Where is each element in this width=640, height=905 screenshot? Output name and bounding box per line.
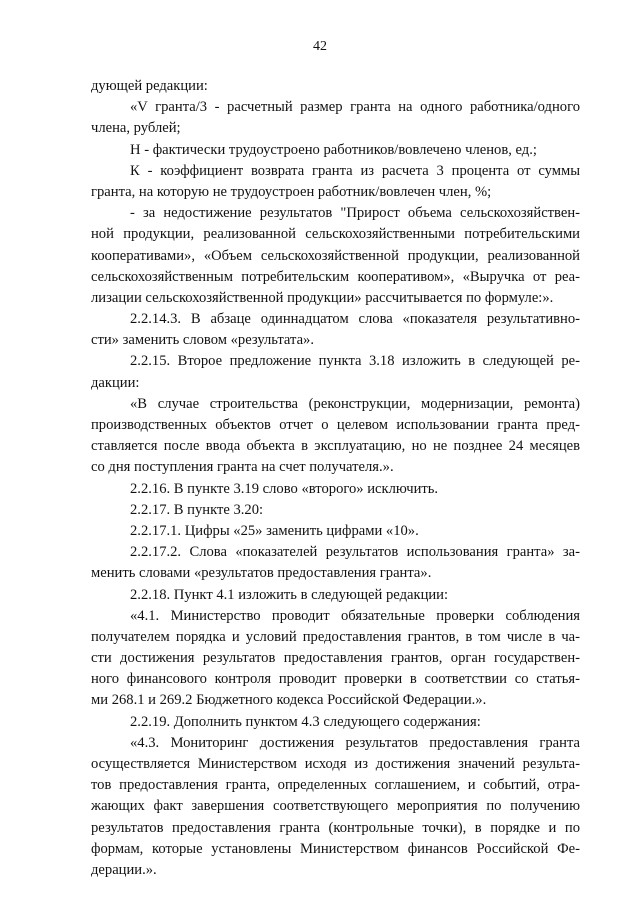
text-line: лизации сельскохозяйственной продукции» рассчитывается по формуле:». (91, 289, 554, 306)
text-line: «V гранта/3 - расчетный размер гранта на одного работника/одного (130, 99, 580, 116)
text-line: 2.2.16. В пункте 3.19 слово «второго» исключить. (130, 480, 439, 497)
text-line: 2.2.18. Пункт 4.1 изложить в следующей редакции: (130, 586, 449, 603)
text-line: «В случае строительства (реконструкции, модернизации, ремонта) (130, 395, 580, 412)
text-line: жающих факт завершения соответствующего мероприятия по получению (91, 798, 580, 815)
text-line: формам, которые установлены Министерством финансов Российской Фе- (91, 840, 580, 857)
text-line: ного финансового контроля проводит проверки в соответствии со статья- (91, 671, 580, 688)
text-line: дакции: (91, 374, 140, 391)
text-line: ми 268.1 и 269.2 Бюджетного кодекса Российской Федерации.». (91, 692, 487, 709)
text-line: «4.1. Министерство проводит обязательные проверки соблюдения (130, 607, 580, 624)
text-line: со дня поступления гранта на счет получателя.». (91, 459, 394, 476)
text-line: сельскохозяйственным потребительским кооперативом», «Выручка от реа- (91, 268, 580, 285)
text-line: 2.2.17.1. Цифры «25» заменить цифрами «10». (130, 522, 419, 539)
text-line: ставляется после ввода объекта в эксплуатацию, но не позднее 24 месяцев (91, 438, 580, 455)
text-line: дерации.». (91, 861, 157, 878)
text-line: члена, рублей; (91, 120, 181, 137)
text-line: 2.2.19. Дополнить пунктом 4.3 следующего содержания: (130, 713, 481, 730)
text-line: осуществляется Министерством исходя из достижения значений результа- (91, 756, 580, 772)
text-line: 2.2.15. Второе предложение пункта 3.18 изложить в следующей ре- (130, 353, 580, 370)
text-line: - за недостижение результатов "Прирост объема сельскохозяйствен- (130, 205, 580, 222)
document-body (91, 76, 580, 881)
text-line: производственных объектов отчет о целевом использовании гранта пред- (91, 417, 580, 433)
text-line: сти достижения результатов предоставления грантов, орган государствен- (91, 650, 580, 667)
text-line: тов предоставления гранта, определенных соглашением, и событий, отра- (91, 777, 580, 794)
text-line: ной продукции, реализованной сельскохозяйственными потребительскими (91, 226, 580, 243)
page-number: 42 (313, 39, 327, 54)
text-line: результатов предоставления гранта (контрольные точки), в порядке и по (91, 819, 580, 836)
text-line: 2.2.14.3. В абзаце одиннадцатом слова «показателя результативно- (130, 311, 580, 328)
text-line: кооперативами», «Объем сельскохозяйственной продукции, реализованной (91, 247, 580, 264)
text-line: дующей редакции: (91, 78, 208, 94)
text-line: сти» заменить словом «результата». (91, 332, 314, 349)
text-line: Н - фактически трудоустроено работников/вовлечено членов, ед.; (130, 141, 537, 158)
text-line: К - коэффициент возврата гранта из расчета 3 процента от суммы (130, 162, 580, 179)
text-line: 2.2.17. В пункте 3.20: (130, 501, 264, 518)
text-line: гранта, на которую не трудоустроен работник/вовлечен член, %; (91, 183, 492, 200)
text-line: менить словами «результатов предоставления гранта». (91, 565, 432, 582)
text-line: получателем порядка и условий предоставления грантов, в том числе в ча- (91, 628, 580, 645)
text-line: 2.2.17.2. Слова «показателей результатов использования гранта» за- (130, 544, 580, 561)
text-line: «4.3. Мониторинг достижения результатов предоставления гранта (130, 734, 580, 751)
